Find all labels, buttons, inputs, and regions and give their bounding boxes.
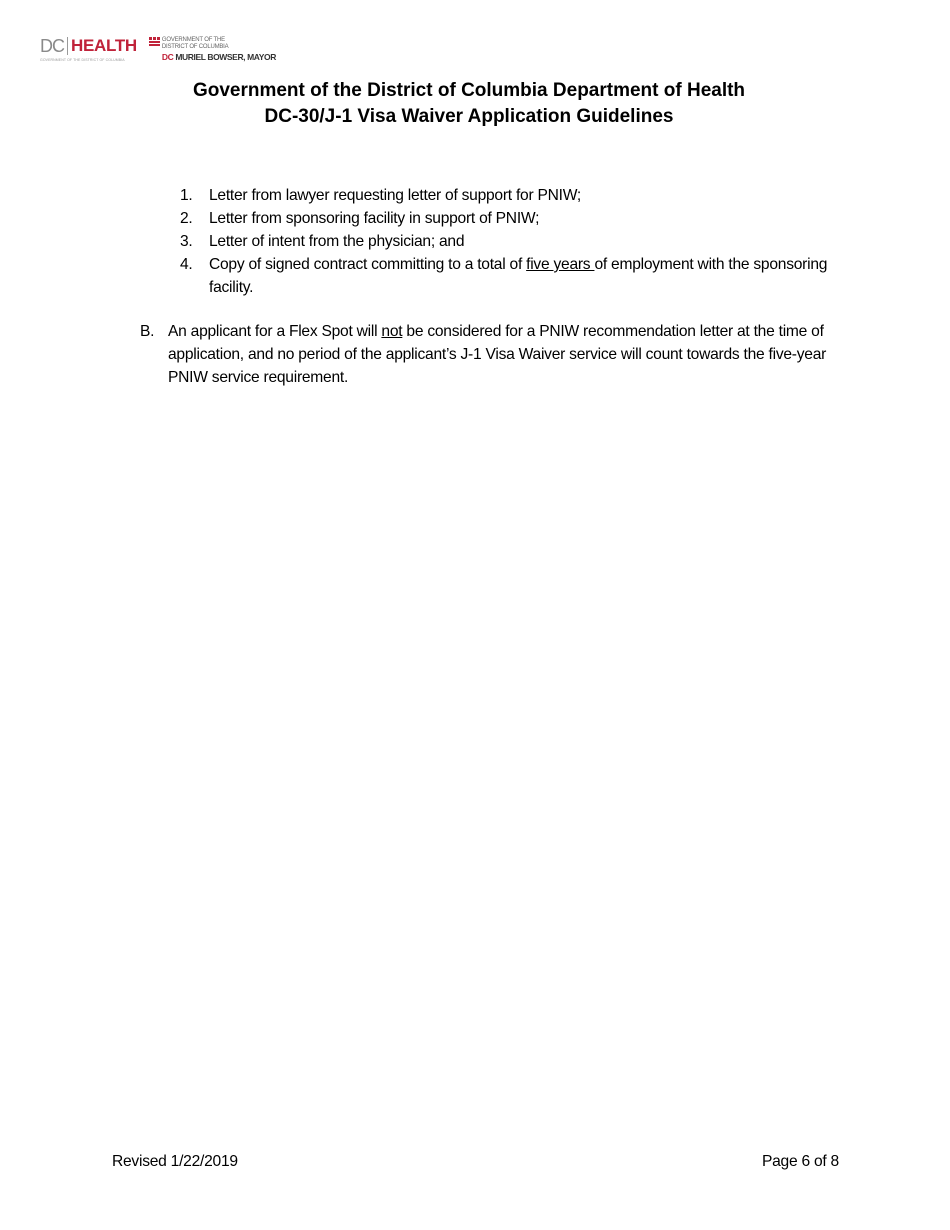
dc-government-logo (149, 37, 276, 63)
dc-health-logo-dc: DC (40, 36, 64, 56)
requirements-list (180, 184, 840, 299)
gov-logo-line2: DISTRICT OF COLUMBIA (161, 44, 229, 50)
gov-logo-mayor-name: MURIEL BOWSER, MAYOR (175, 52, 276, 62)
document-title (0, 78, 938, 130)
list-item-text: Letter from lawyer requesting letter of support for PNIW; (209, 187, 581, 204)
gov-logo-mayor (162, 52, 276, 63)
dc-flag-icon (149, 37, 160, 47)
section-b-text-before: An applicant for a Flex Spot will (168, 323, 382, 340)
list-item (180, 253, 840, 299)
underlined-not: not (381, 323, 403, 340)
page-footer (112, 1150, 839, 1173)
underlined-five-years: five years (526, 256, 595, 273)
list-item (180, 207, 840, 230)
header-logos (40, 36, 276, 63)
section-b (140, 320, 840, 389)
dc-health-logo-health: HEALTH (71, 36, 137, 55)
list-item-text-before: Copy of signed contract committing to a total of (209, 256, 527, 273)
list-item-text: Letter of intent from the physician; and (209, 233, 465, 250)
gov-logo-line1: GOVERNMENT OF THE (161, 37, 225, 43)
list-item-number: 4. (180, 256, 193, 273)
list-item-number: 3. (180, 233, 193, 250)
list-item-number: 1. (180, 187, 193, 204)
list-item-text (209, 253, 840, 299)
page-number: Page 6 of 8 (761, 1153, 839, 1170)
section-b-letter: B. (140, 323, 155, 340)
dc-health-logo (40, 36, 137, 62)
revised-date: Revised 1/22/2019 (112, 1153, 238, 1170)
gov-logo-dc-letters: DC (161, 52, 174, 62)
section-b-text-after: be considered for a PNIW recommendation letter at the time of application, and no period of the applicant’s J-1 Visa Waiver service will count towards the five-year PNIW service requirement. (168, 323, 827, 386)
list-item-text: Letter from sponsoring facility in support of PNIW; (209, 210, 540, 227)
list-item-number: 2. (180, 210, 193, 227)
document-title-line1: Government of the District of Columbia Department of Health (192, 80, 746, 101)
document-title-line2: DC-30/J-1 Visa Waiver Application Guidelines (264, 106, 674, 127)
list-item (180, 184, 840, 207)
dc-health-logo-divider (67, 37, 68, 55)
list-item (180, 230, 840, 253)
dc-health-logo-subtitle: GOVERNMENT OF THE DISTRICT OF COLUMBIA (40, 58, 125, 62)
section-b-text (168, 320, 840, 389)
list-item-text-after: of employment with the sponsoring facility. (209, 256, 828, 296)
